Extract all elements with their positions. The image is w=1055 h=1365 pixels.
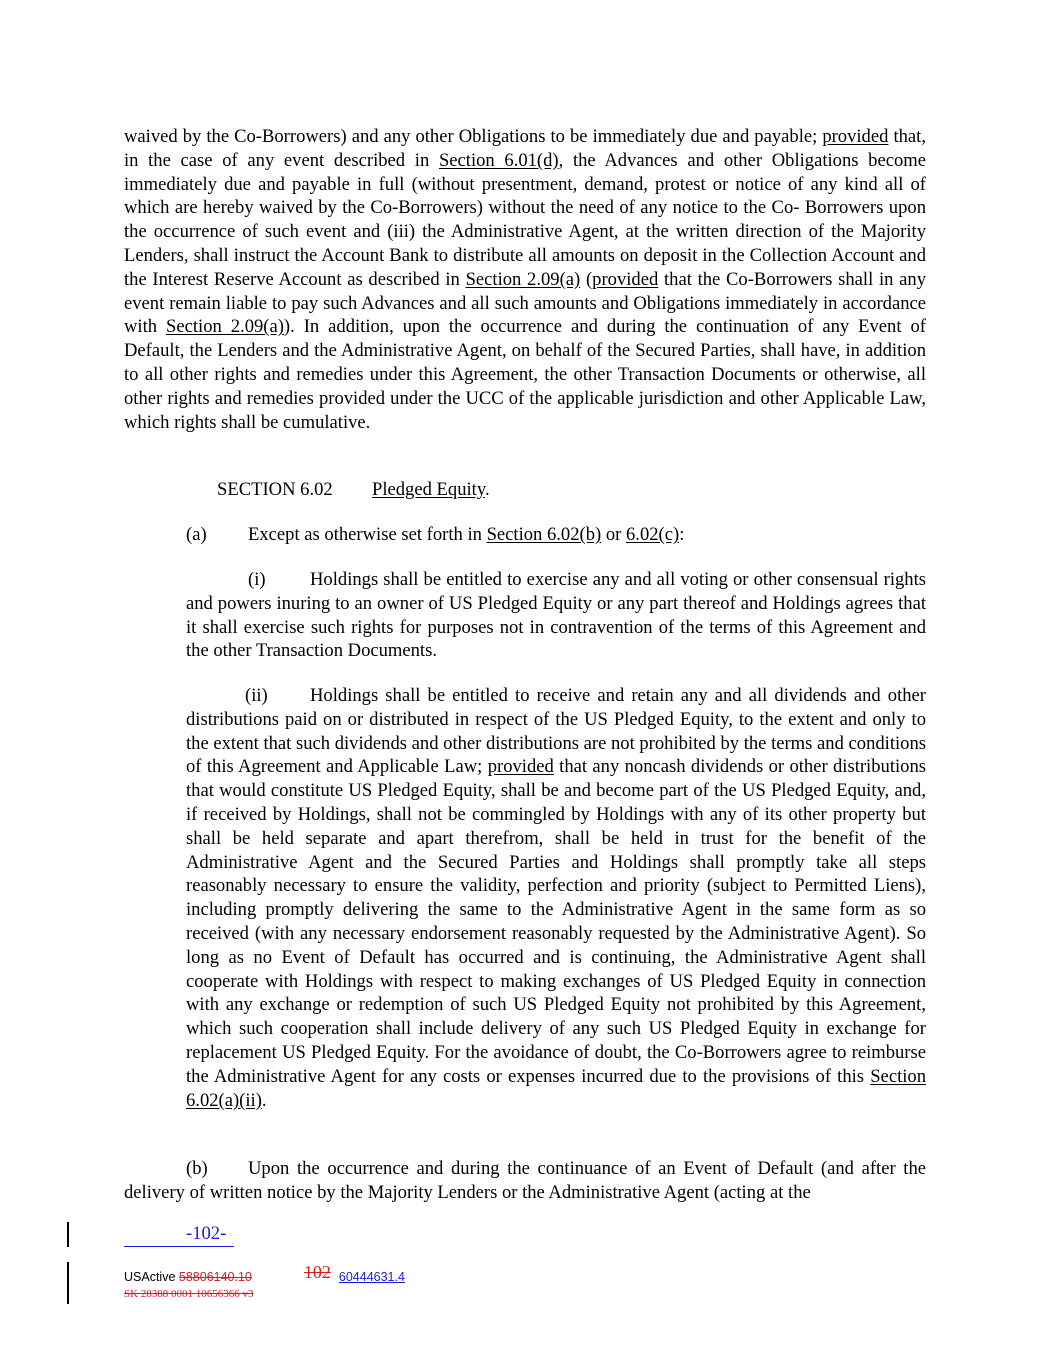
deleted-sk-id: SK 28388 0001 10656366 v3 <box>124 1288 254 1300</box>
doc-prefix: USActive <box>124 1270 179 1284</box>
text-run: that the Co-Borrowers shall in any event remain liable to pay such Advances and all such amounts and Obligations immediately in accordance with <box>124 268 926 338</box>
section-title: Pledged Equity <box>372 479 485 500</box>
clause-b <box>124 1157 926 1205</box>
paragraph-top <box>124 125 926 434</box>
revision-bar <box>67 1262 69 1304</box>
provided-term: provided <box>592 268 659 290</box>
section-heading <box>217 478 490 502</box>
text-run: waived by the Co-Borrowers) and any other Obligations to be immediately due and payable; <box>124 126 823 147</box>
clause-i <box>186 568 926 663</box>
text-run: ( <box>580 268 593 290</box>
provided-term: provided <box>822 126 889 147</box>
page-number: -102- <box>124 1222 234 1247</box>
revision-bar <box>67 1222 69 1247</box>
clause-label: (b) <box>186 1158 208 1179</box>
clause-label: (ii) <box>245 685 268 706</box>
section-reference: Section 6.02(a)(ii) <box>186 1065 926 1111</box>
text-run: Except as otherwise set forth in <box>248 524 487 545</box>
text-run: Holdings shall be entitled to exercise any and all voting or other consensual rights and powers inuring to an owner of US Pledged Equity or any part thereof and Holdings agrees that it shall exercise such rights for purposes not in contravention of the terms of this Agreement and the other Transaction Documents. <box>186 569 926 662</box>
text-run: Holdings shall be entitled to receive and retain any and all dividends and other distributions paid on or distributed in respect of the US Pledged Equity, to the extent and only to the extent that such dividends and other distributions are not prohibited by the terms and conditions of this Agreement and Applicable Law; <box>186 685 926 778</box>
provided-term: provided <box>487 756 554 778</box>
section-reference: Section 2.09(a) <box>465 268 581 290</box>
text-run: : <box>679 524 685 545</box>
text-run: that, in the case of any event described in <box>124 126 926 171</box>
section-reference: Section 2.09(a) <box>166 316 284 338</box>
text-run: that any noncash dividends or other distributions that would constitute US Pledged Equity, shall be and become part of the US Pledged Equity, and, if received by Holdings, shall not be commingled by Holdings with any of its other property but shall be held separate and apart therefrom, shall be held in trust for the benefit of the Administrative Agent and the Secured Parties and Holdings shall promptly take all steps reasonably necessary to ensure the validity, perfection and priority (subject to Permitted Liens), including promptly delivering the same to the Administrative Agent in the same form as so received (with any necessary endorsement reasonably requested by the Administrative Agent). So long as no Event of Default has occurred and is continuing, the Administrative Agent shall cooperate with Holdings with respect to making exchanges of US Pledged Equity in connection with any exchange or redemption of such US Pledged Equity not prohibited by this Agreement, which such cooperation shall include delivery of any such US Pledged Equity in exchange for replacement US Pledged Equity. For the avoidance of doubt, the Co-Borrowers agree to reimburse the Administrative Agent for any costs or expenses incurred due to the provisions of this <box>186 756 926 1087</box>
section-reference: Section 6.01(d) <box>438 149 559 171</box>
section-reference: Section 6.02(b) <box>486 524 602 545</box>
clause-label: (a) <box>186 524 207 545</box>
text-run: , the Advances and other Obligations become immediately due and payable in full (without presentment, demand, protest or notice of any kind all of which are hereby waived by the Co-Borrowers) without the need of any notice to the Co- Borrowers upon the occurrence of such event and (iii) the Administrative Agent, at the written direction of the Majority Lenders, shall instruct the Account Bank to distribute all amounts on deposit in the Collection Account and the Interest Reserve Account as described in <box>124 149 926 290</box>
section-number: SECTION 6.02 <box>217 479 333 500</box>
section-reference: 6.02(c) <box>626 524 680 545</box>
clause-a <box>186 523 684 547</box>
deleted-page-number: 102 <box>303 1262 331 1282</box>
document-id <box>124 1262 405 1286</box>
deleted-doc-id: 58806140.10 <box>178 1270 252 1284</box>
inserted-doc-id: 60444631.4 <box>338 1270 405 1284</box>
text-run: . <box>261 1089 267 1111</box>
clause-label: (i) <box>248 569 266 590</box>
text-run: ). In addition, upon the occurrence and during the continuation of any Event of Default, the Lenders and the Administrative Agent, on behalf of the Secured Parties, shall have, in addition to all other rights and remedies under this Agreement, the other Transaction Documents or otherwise, all other rights and remedies provided under the UCC of the applicable jurisdiction and other Applicable Law, which rights shall be cumulative. <box>124 316 926 433</box>
text-run: or <box>601 524 626 545</box>
clause-ii <box>186 684 926 1112</box>
text-run: . <box>484 479 490 500</box>
text-run: Upon the occurrence and during the continuance of an Event of Default (and after the delivery of written notice by the Majority Lenders or the Administrative Agent (acting at the <box>124 1158 926 1203</box>
